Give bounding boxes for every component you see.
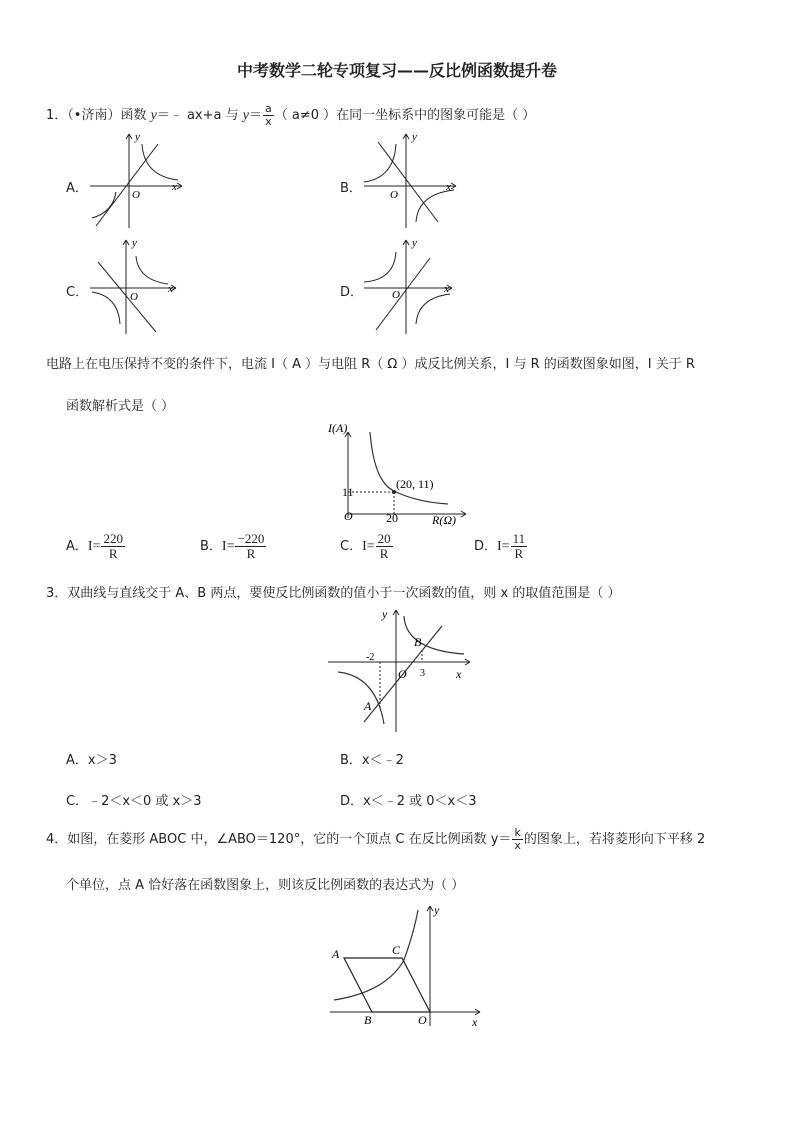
q4-point-c-label: C bbox=[392, 943, 401, 957]
q3-tick-neg: -2 bbox=[366, 652, 375, 663]
question-2-line-1: 电路上在电压保持不变的条件下，电流 I（ A ）与电阻 R（ Ω ）成反比例关系，I 与 R 的函数图象如图，I 关于 R bbox=[46, 357, 695, 372]
q2-option-c[interactable]: C．I= $\frac{20}{R}$ bbox=[340, 531, 391, 561]
q3-x-label: x bbox=[456, 667, 462, 681]
q1d-x-label: x bbox=[444, 283, 449, 295]
q4-x-label: x bbox=[472, 1015, 478, 1029]
q1-graph-d bbox=[360, 236, 460, 336]
q1-option-a-label[interactable]: A． bbox=[66, 181, 88, 196]
q4-origin-label: O bbox=[418, 1013, 427, 1027]
q2-graph bbox=[326, 418, 476, 528]
q1b-y-label: y bbox=[412, 131, 417, 143]
q1c-origin-label: O bbox=[130, 291, 138, 303]
q2-x-tick: 20 bbox=[386, 511, 398, 525]
q1a-origin-label: O bbox=[132, 189, 140, 201]
q3-tick-pos: 3 bbox=[420, 668, 425, 679]
q1a-y-label: y bbox=[135, 131, 140, 143]
question-2-line-2: 函数解析式是（ ） bbox=[66, 399, 175, 414]
q1-graph-a bbox=[86, 130, 186, 230]
q1d-origin-label: O bbox=[392, 289, 400, 301]
q3-option-a[interactable]: A．x＞3 bbox=[66, 753, 117, 768]
question-4-line-2: 个单位，点 A 恰好落在函数图象上，则该反比例函数的表达式为（ ） bbox=[66, 878, 465, 893]
q2-y-tick: 11 bbox=[342, 485, 354, 499]
q1-option-d-label[interactable]: D． bbox=[340, 285, 364, 300]
q3-option-b[interactable]: B．x＜﹣2 bbox=[340, 753, 404, 768]
q1-option-c-label[interactable]: C． bbox=[66, 285, 89, 300]
q2-point-label: (20, 11) bbox=[396, 477, 434, 491]
q1-option-b-label[interactable]: B． bbox=[340, 181, 362, 196]
q4-point-a-label: A bbox=[332, 947, 340, 961]
q1c-x-label: x bbox=[168, 283, 173, 295]
q1a-x-label: x bbox=[172, 181, 177, 193]
q1c-y-label: y bbox=[132, 237, 137, 249]
q4-y-label: y bbox=[434, 903, 440, 917]
q3-option-c[interactable]: C．﹣2＜x＜0 或 x＞3 bbox=[66, 794, 202, 809]
q1-graph-b bbox=[360, 130, 460, 230]
q1-graph-c bbox=[86, 236, 186, 336]
q2-option-a[interactable]: A．I= $\frac{220}{R}$ bbox=[66, 531, 123, 561]
q1b-x-label: x bbox=[446, 181, 451, 193]
question-1-stem: 1．（•济南）函数 y＝﹣ ax+a 与 y＝ $\frac{a}{x}$ （ a≠0 ）在同一坐标系中的图象可能是（ ） bbox=[46, 102, 536, 128]
q1d-y-label: y bbox=[412, 237, 417, 249]
q2-origin-label: O bbox=[344, 509, 353, 523]
page-title: 中考数学二轮专项复习——反比例函数提升卷 bbox=[236, 61, 557, 80]
q3-origin-label: O bbox=[398, 667, 407, 681]
question-3-stem: 3．双曲线与直线交于 A、B 两点，要使反比例函数的值小于一次函数的值，则 x 的取值范围是（ ） bbox=[46, 586, 621, 601]
q3-y-label: y bbox=[382, 607, 388, 621]
q4-graph bbox=[326, 902, 486, 1030]
q2-x-axis-label: R(Ω) bbox=[432, 513, 456, 527]
q3-point-b-label: B bbox=[414, 635, 422, 649]
q3-point-a-label: A bbox=[364, 699, 372, 713]
q3-option-d[interactable]: D．x＜﹣2 或 0＜x＜3 bbox=[340, 794, 477, 809]
fraction-a-over-x: $\frac{a}{x}$ bbox=[264, 102, 272, 128]
fraction-k-over-x: $\frac{k}{x}$ bbox=[514, 826, 521, 852]
question-4-line-1: 4．如图，在菱形 ABOC 中，∠ABO＝120°，它的一个顶点 C 在反比例函数 y＝ $\frac{k}{x}$ 的图象上，若将菱形向下平移 2 bbox=[46, 826, 706, 852]
q1b-origin-label: O bbox=[390, 189, 398, 201]
q2-y-axis-label: I(A) bbox=[328, 421, 348, 435]
q3-graph bbox=[324, 606, 474, 734]
q2-option-b[interactable]: B．I= $\frac{-220}{R}$ bbox=[200, 531, 265, 561]
q2-option-d[interactable]: D．I= $\frac{11}{R}$ bbox=[474, 531, 526, 561]
q4-point-b-label: B bbox=[364, 1013, 372, 1027]
